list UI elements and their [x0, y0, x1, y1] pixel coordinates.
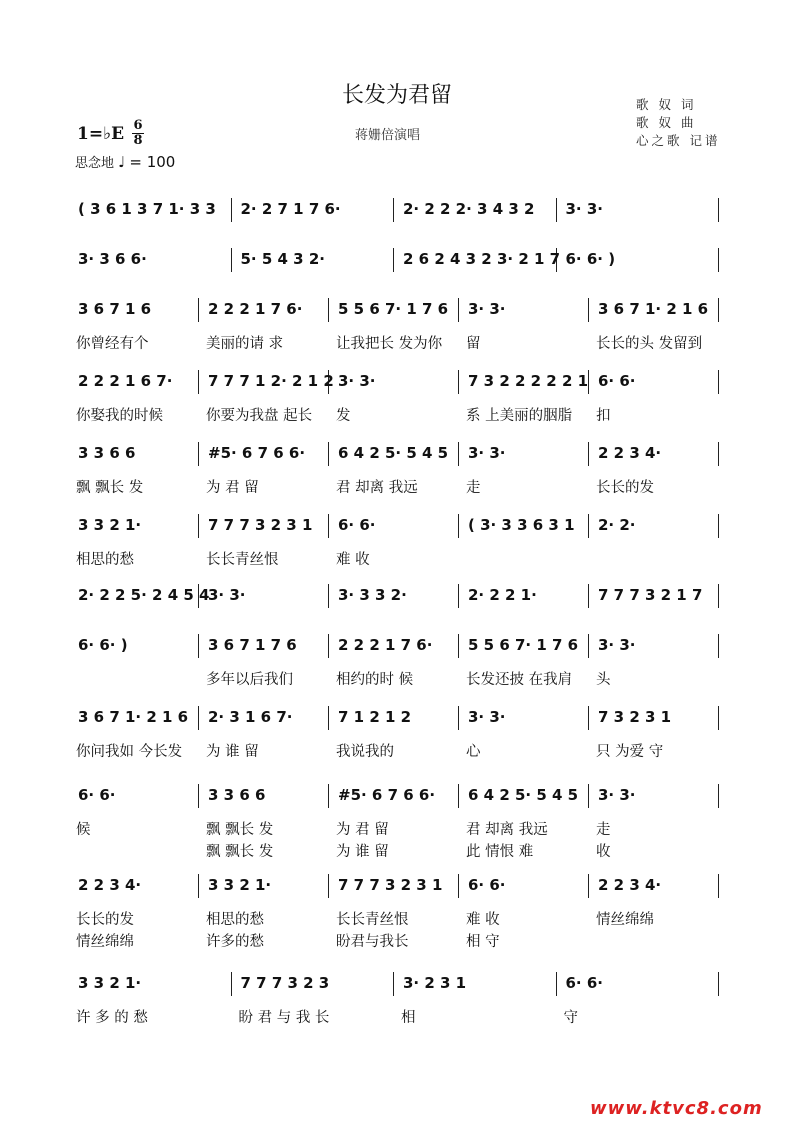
lyric-segment: 长长的头 发留到 [596, 336, 703, 352]
composer-credit: 歌 奴 曲 [636, 115, 697, 130]
lyric-segment: 多年以后我们 [206, 672, 293, 688]
measure-notes: 3· 3 3 2· [338, 586, 407, 604]
tempo-expression: 思念地 [75, 156, 115, 171]
tempo-value: = 100 [129, 153, 176, 171]
notation-line [74, 516, 724, 542]
measure-notes: 6· 6· [338, 516, 376, 534]
measure-notes: ( 3· 3 3 6 3 1 [468, 516, 575, 534]
measure-notes: 2 2 2 1 7 6· [338, 636, 433, 654]
notation-line [74, 974, 724, 1000]
lyric-segment: 为 君 留 [206, 480, 259, 496]
lyric-line [74, 818, 724, 840]
measure-notes: 5 5 6 7· 1 7 6 [338, 300, 449, 318]
lyric-segment: 走 [466, 480, 481, 496]
lyric-segment: 留 [466, 336, 481, 352]
measure-notes: 2· 2 7 1 7 6· [240, 200, 341, 218]
measure-notes: 2· 2 2 1· [468, 586, 537, 604]
lyric-segment: 心 [466, 744, 481, 760]
measure-notes: 5 5 6 7· 1 7 6 [468, 636, 579, 654]
lyric-segment: 许多的愁 [206, 934, 264, 950]
lyric-segment: 头 [596, 672, 611, 688]
measure-notes: 3· 3· [598, 786, 636, 804]
lyric-segment: 情丝绵绵 [596, 912, 654, 928]
notation-line [74, 200, 724, 226]
measure-notes: 3 3 2 1· [78, 974, 142, 992]
measure-notes: #5· 6 7 6 6· [208, 444, 306, 462]
lyric-segment: 情丝绵绵 [76, 934, 134, 950]
measure-notes: ( 3 6 1 3 7 1· 3 3 [78, 200, 216, 218]
measure-notes: 6· 6· ) [78, 636, 128, 654]
measure-notes: 2 2 2 1 6 7· [78, 372, 173, 390]
lyric-line [74, 476, 724, 498]
lyric-line [74, 548, 724, 570]
lyric-line [74, 668, 724, 690]
lyric-segment: 候 [76, 822, 91, 838]
measure-notes: 3 3 6 6 [78, 444, 136, 462]
lyric-segment: 长发还披 在我肩 [466, 672, 573, 688]
notation-line [74, 250, 724, 276]
measure-notes: 3 3 2 1· [78, 516, 142, 534]
lyric-segment: 盼 君 与 我 长 [238, 1010, 330, 1026]
measure-notes: 2· 3 1 6 7· [208, 708, 293, 726]
measure-notes: 3· 3· [468, 444, 506, 462]
lyric-segment: 走 [596, 822, 611, 838]
lyric-segment: 扣 [596, 408, 611, 424]
song-title: 长发为君留 [341, 83, 452, 108]
notation-line [74, 708, 724, 734]
measure-notes: 7 3 2 3 1 [598, 708, 672, 726]
transcriber-credit: 心之歌 记谱 [636, 133, 721, 148]
lyric-segment: 收 [596, 844, 611, 860]
lyric-segment: 为 谁 留 [206, 744, 259, 760]
lyric-line [74, 332, 724, 354]
lyric-segment: 你问我如 今长发 [76, 744, 183, 760]
lyricist-credit: 歌 奴 词 [636, 97, 697, 112]
lyric-segment: 只 为爱 守 [596, 744, 664, 760]
measure-notes: 3· 3· [468, 300, 506, 318]
measure-notes: 6 4 2 5· 5 4 5 [338, 444, 449, 462]
lyric-segment: 美丽的请 求 [206, 336, 284, 352]
lyric-line [74, 1006, 724, 1028]
lyric-segment: 相约的时 候 [336, 672, 414, 688]
lyric-segment: 长长的发 [596, 480, 654, 496]
measure-notes: 2 2 3 4· [598, 876, 662, 894]
credits-block [636, 96, 720, 150]
measure-notes: 7 1 2 1 2 [338, 708, 412, 726]
measure-notes: 6· 6· [468, 876, 506, 894]
lyric-line-second-verse [74, 840, 724, 862]
time-signature [132, 120, 144, 147]
measure-notes: #5· 6 7 6 6· [338, 786, 436, 804]
notation-line [74, 876, 724, 902]
watermark: www.ktvc8.com [590, 1098, 763, 1119]
measure-notes: 3· 2 3 1 [403, 974, 467, 992]
measure-notes: 3· 3· [338, 372, 376, 390]
measure-notes: 2· 2 2 2· 3 4 3 2 [403, 200, 535, 218]
measure-notes: 7 7 7 3 2 1 7 [598, 586, 703, 604]
measure-notes: 6· 6· [565, 974, 603, 992]
measure-notes: 2 2 2 1 7 6· [208, 300, 303, 318]
meter-top: 6 [133, 118, 143, 133]
lyric-segment: 你娶我的时候 [76, 408, 163, 424]
meter-bottom: 8 [133, 133, 143, 148]
lyric-segment: 为 君 留 [336, 822, 389, 838]
lyric-segment: 君 却离 我远 [466, 822, 548, 838]
measure-notes: 3· 3 6 6· [78, 250, 147, 268]
lyric-segment: 飘 飘长 发 [76, 480, 144, 496]
lyric-segment: 飘 飘长 发 [206, 822, 274, 838]
lyric-line [74, 740, 724, 762]
lyric-segment: 盼君与我长 [336, 934, 409, 950]
measure-notes: 3 6 7 1 6 [78, 300, 152, 318]
measure-notes: 7 7 7 3 2 3 [240, 974, 330, 992]
measure-notes: 3 3 6 6 [208, 786, 266, 804]
tempo-marking [75, 152, 175, 171]
measure-notes: 2· 2· [598, 516, 636, 534]
measure-notes: 7 7 7 1 2· 2 1 2 [208, 372, 334, 390]
lyric-segment: 此 情恨 难 [466, 844, 534, 860]
lyric-segment: 长长的发 [76, 912, 134, 928]
lyric-segment: 你要为我盘 起长 [206, 408, 313, 424]
lyric-segment: 为 谁 留 [336, 844, 389, 860]
notation-line [74, 586, 724, 612]
lyric-segment: 许 多 的 愁 [76, 1010, 148, 1026]
notation-line [74, 636, 724, 662]
lyric-line [74, 404, 724, 426]
lyric-segment: 你曾经有个 [76, 336, 149, 352]
lyric-segment: 君 却离 我远 [336, 480, 418, 496]
measure-notes: 2 6 2 4 3 2 3· 2 1 7 [403, 250, 561, 268]
measure-notes: 5· 5 4 3 2· [240, 250, 325, 268]
lyric-segment: 长长青丝恨 [206, 552, 279, 568]
measure-notes: 6· 6· [78, 786, 116, 804]
measure-notes: 3 3 2 1· [208, 876, 272, 894]
measure-notes: 3· 3· [565, 200, 603, 218]
measure-notes: 6· 6· ) [565, 250, 616, 268]
measure-notes: 3 6 7 1 7 6 [208, 636, 297, 654]
measure-notes: 3 6 7 1· 2 1 6 [598, 300, 709, 318]
lyric-segment: 相思的愁 [206, 912, 264, 928]
measure-notes: 3· 3· [468, 708, 506, 726]
notation-line [74, 372, 724, 398]
measure-notes: 2· 2 2 5· 2 4 5 4 [78, 586, 210, 604]
lyric-segment: 让我把长 发为你 [336, 336, 443, 352]
lyric-segment: 相 守 [466, 934, 500, 950]
lyric-segment: 难 收 [336, 552, 370, 568]
measure-notes: 2 2 3 4· [78, 876, 142, 894]
lyric-segment: 守 [563, 1010, 578, 1026]
measure-notes: 6 4 2 5· 5 4 5 [468, 786, 579, 804]
measure-notes: 7 7 7 3 2 3 1 [208, 516, 313, 534]
lyric-segment: 飘 飘长 发 [206, 844, 274, 860]
notation-line [74, 444, 724, 470]
lyric-line-second-verse [74, 930, 724, 952]
key-signature: 1=♭E [77, 124, 125, 144]
measure-notes: 7 3 2 2 2 2 2 1 [468, 372, 589, 390]
lyric-segment: 我说我的 [336, 744, 394, 760]
notation-line [74, 300, 724, 326]
measure-notes: 6· 6· [598, 372, 636, 390]
lyric-line [74, 908, 724, 930]
quarter-note-icon: ♩ [118, 153, 126, 171]
measure-notes: 3· 3· [598, 636, 636, 654]
lyric-segment: 发 [336, 408, 351, 424]
measure-notes: 2 2 3 4· [598, 444, 662, 462]
lyric-segment: 长长青丝恨 [336, 912, 409, 928]
lyric-segment: 相思的愁 [76, 552, 134, 568]
measure-notes: 3 6 7 1· 2 1 6 [78, 708, 189, 726]
lyric-segment: 系 上美丽的胭脂 [466, 408, 573, 424]
measure-notes: 7 7 7 3 2 3 1 [338, 876, 443, 894]
lyric-segment: 难 收 [466, 912, 500, 928]
singer-credit: 蒋姗倍演唱 [355, 128, 421, 143]
measure-notes: 3· 3· [208, 586, 246, 604]
notation-line [74, 786, 724, 812]
lyric-segment: 相 [401, 1010, 416, 1026]
